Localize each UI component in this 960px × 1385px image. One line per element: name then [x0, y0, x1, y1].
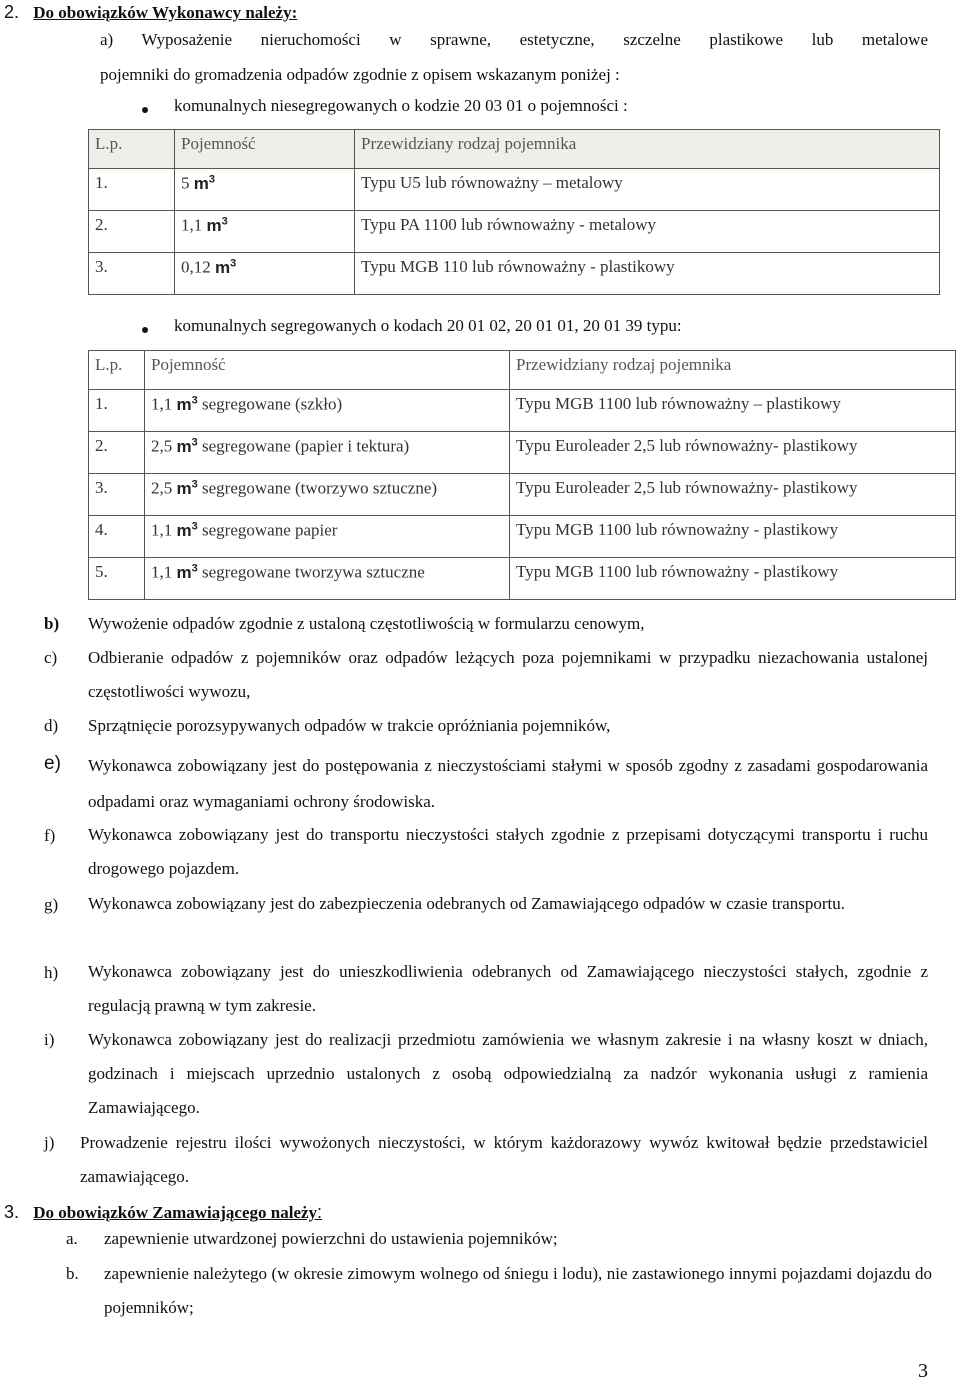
section-2-number: 2. [4, 2, 20, 22]
table-row [89, 432, 956, 474]
item-text: Wykonawca zobowiązany jest do zabezpieczenia odebranych od Zamawiającego odpadów w czasie transportu. [88, 894, 846, 913]
cell-lp: 2. [89, 211, 175, 253]
waste-kind: segregowane papier [202, 520, 338, 540]
section-3-number: 3. [4, 1202, 20, 1222]
item-text: Wykonawca zobowiązany jest do postępowania z nieczystościami stałymi w sposób zgodny z zasadami gospodarowania odpadami oraz wymaganiami ochrony środowiska. [88, 756, 928, 811]
cell-capacity [145, 474, 510, 516]
waste-kind: segregowane (szkło) [202, 394, 343, 414]
unit-letter: m [193, 173, 209, 193]
unit-exponent: 3 [191, 520, 198, 532]
table-header-row [89, 351, 956, 390]
cell-container-type: Typu Euroleader 2,5 lub równoważny- plastikowy [510, 474, 956, 516]
unit-m3 [177, 563, 198, 582]
waste-kind: segregowane (tworzywo sztuczne) [202, 478, 438, 498]
section-3-title: Do obowiązków Zamawiającego należy [33, 1203, 318, 1222]
cell-capacity [145, 432, 510, 474]
table-container-types-sorted [88, 350, 956, 600]
unit-m3 [207, 216, 228, 235]
item-label: a. [66, 1229, 78, 1248]
item-label: e) [44, 753, 61, 774]
unit-exponent: 3 [221, 215, 228, 227]
page-number: 3 [918, 1360, 928, 1382]
unit-m3 [194, 174, 215, 193]
unit-exponent: 3 [191, 394, 198, 406]
unit-exponent: 3 [208, 173, 215, 185]
cell-capacity [145, 390, 510, 432]
item-label: i) [44, 1030, 55, 1049]
cell-container-type: Typu PA 1100 lub równoważny - metalowy [355, 211, 940, 253]
cell-lp: 1. [89, 169, 175, 211]
capacity-value: 2,5 [151, 478, 173, 498]
header-lp: L.p. [89, 130, 175, 169]
capacity-value: 1,1 [151, 520, 173, 540]
cell-container-type: Typu MGB 1100 lub równoważny - plastikowy [510, 558, 956, 600]
item-label: g) [44, 895, 59, 914]
unit-letter: m [215, 257, 231, 277]
item-text: Sprzątnięcie porozsypywanych odpadów w trakcie opróżniania pojemników, [88, 716, 611, 735]
item-label: j) [44, 1133, 55, 1152]
item-a-text-line1: Wyposażenie nieruchomości w sprawne, estetyczne, szczelne plastikowe lub metalowe [141, 30, 928, 49]
unit-m3 [177, 437, 198, 456]
header-lp: L.p. [89, 351, 145, 390]
unit-letter: m [176, 520, 192, 540]
unit-m3 [177, 395, 198, 414]
cell-capacity [145, 516, 510, 558]
unit-m3 [215, 258, 236, 277]
waste-kind: segregowane tworzywa sztuczne [202, 562, 425, 582]
cell-capacity [175, 253, 355, 295]
unit-letter: m [176, 394, 192, 414]
cell-container-type: Typu MGB 1100 lub równoważny – plastikowy [510, 390, 956, 432]
bullet-dot [142, 327, 148, 333]
table-row [89, 390, 956, 432]
unit-exponent: 3 [191, 478, 198, 490]
unit-m3 [177, 521, 198, 540]
unit-letter: m [176, 562, 192, 582]
section-2-heading [4, 2, 297, 23]
unit-letter: m [176, 436, 192, 456]
table-row [89, 253, 940, 295]
item-label: b) [44, 614, 60, 633]
table-row [89, 558, 956, 600]
item-label: d) [44, 716, 59, 735]
table-header-row [89, 130, 940, 169]
capacity-value: 1,1 [181, 215, 203, 235]
cell-capacity [175, 169, 355, 211]
waste-kind: segregowane (papier i tektura) [202, 436, 410, 456]
cell-lp: 4. [89, 516, 145, 558]
bullet-2-text: komunalnych segregowanych o kodach 20 01 02, 20 01 01, 20 01 39 typu: [174, 316, 682, 335]
capacity-value: 2,5 [151, 436, 173, 456]
cell-lp: 1. [89, 390, 145, 432]
cell-lp: 3. [89, 474, 145, 516]
capacity-value: 0,12 [181, 257, 211, 277]
table-row [89, 211, 940, 253]
item-text: Wykonawca zobowiązany jest do transportu nieczystości stałych zgodnie z przepisami dotyczącymi transportu i ruchu drogowego pojazdem. [88, 825, 928, 878]
table-container-types-unsorted [88, 129, 940, 295]
item-label: h) [44, 963, 59, 982]
bullet-dot [142, 107, 148, 113]
item-label: b. [66, 1264, 79, 1283]
item-text: Prowadzenie rejestru ilości wywożonych nieczystości, w którym każdorazowy wywóz kwitował będzie przedstawiciel zamawiającego. [80, 1133, 928, 1186]
capacity-value: 1,1 [151, 394, 173, 414]
cell-lp: 2. [89, 432, 145, 474]
section-3-heading [4, 1202, 322, 1223]
cell-container-type: Typu Euroleader 2,5 lub równoważny- plastikowy [510, 432, 956, 474]
header-capacity: Pojemność [175, 130, 355, 169]
item-a-line1 [100, 30, 928, 50]
item-text: Wykonawca zobowiązany jest do realizacji przedmiotu zamówienia we własnym zakresie i na własny koszt w dniach, godzinach i miejscach uprzednio ustalonych z osobą odpowiedzialną za nadzór wykonania usługi z ramienia Zamawiającego. [88, 1030, 928, 1117]
cell-capacity [175, 211, 355, 253]
unit-letter: m [206, 215, 222, 235]
table-row [89, 169, 940, 211]
section-2-title: Do obowiązków Wykonawcy należy: [33, 3, 298, 22]
unit-exponent: 3 [230, 257, 237, 269]
table-row [89, 474, 956, 516]
item-text: Wywożenie odpadów zgodnie z ustaloną częstotliwością w formularzu cenowym, [88, 614, 645, 633]
header-container-type: Przewidziany rodzaj pojemnika [510, 351, 956, 390]
unit-exponent: 3 [191, 436, 198, 448]
item-text: zapewnienie należytego (w okresie zimowym wolnego od śniegu i lodu), nie zastawionego innymi pojazdami dojazdu do pojemników; [104, 1264, 932, 1317]
item-text: Odbieranie odpadów z pojemników oraz odpadów leżących poza pojemnikami w przypadku niezachowania ustalonej częstotliwości wywozu, [88, 648, 928, 701]
bullet-1-text: komunalnych niesegregowanych o kodzie 20 03 01 o pojemności : [174, 96, 628, 115]
section-3-colon: : [317, 1202, 323, 1222]
cell-lp: 3. [89, 253, 175, 295]
cell-container-type: Typu U5 lub równoważny – metalowy [355, 169, 940, 211]
capacity-value: 1,1 [151, 562, 173, 582]
unit-letter: m [176, 478, 192, 498]
unit-m3 [177, 479, 198, 498]
item-a-line2: pojemniki do gromadzenia odpadów zgodnie z opisem wskazanym poniżej : [100, 65, 620, 84]
table-row [89, 516, 956, 558]
item-text: zapewnienie utwardzonej powierzchni do ustawienia pojemników; [104, 1229, 558, 1248]
item-a-label: a) [100, 30, 114, 49]
cell-capacity [145, 558, 510, 600]
unit-exponent: 3 [191, 562, 198, 574]
header-capacity: Pojemność [145, 351, 510, 390]
item-label: f) [44, 826, 56, 845]
capacity-value: 5 [181, 173, 190, 193]
cell-container-type: Typu MGB 110 lub równoważny - plastikowy [355, 253, 940, 295]
cell-lp: 5. [89, 558, 145, 600]
item-label: c) [44, 648, 58, 667]
header-container-type: Przewidziany rodzaj pojemnika [355, 130, 940, 169]
cell-container-type: Typu MGB 1100 lub równoważny - plastikowy [510, 516, 956, 558]
item-text: Wykonawca zobowiązany jest do unieszkodliwienia odebranych od Zamawiającego nieczystości stałych, zgodnie z regulacją prawną w tym zakresie. [88, 962, 928, 1015]
